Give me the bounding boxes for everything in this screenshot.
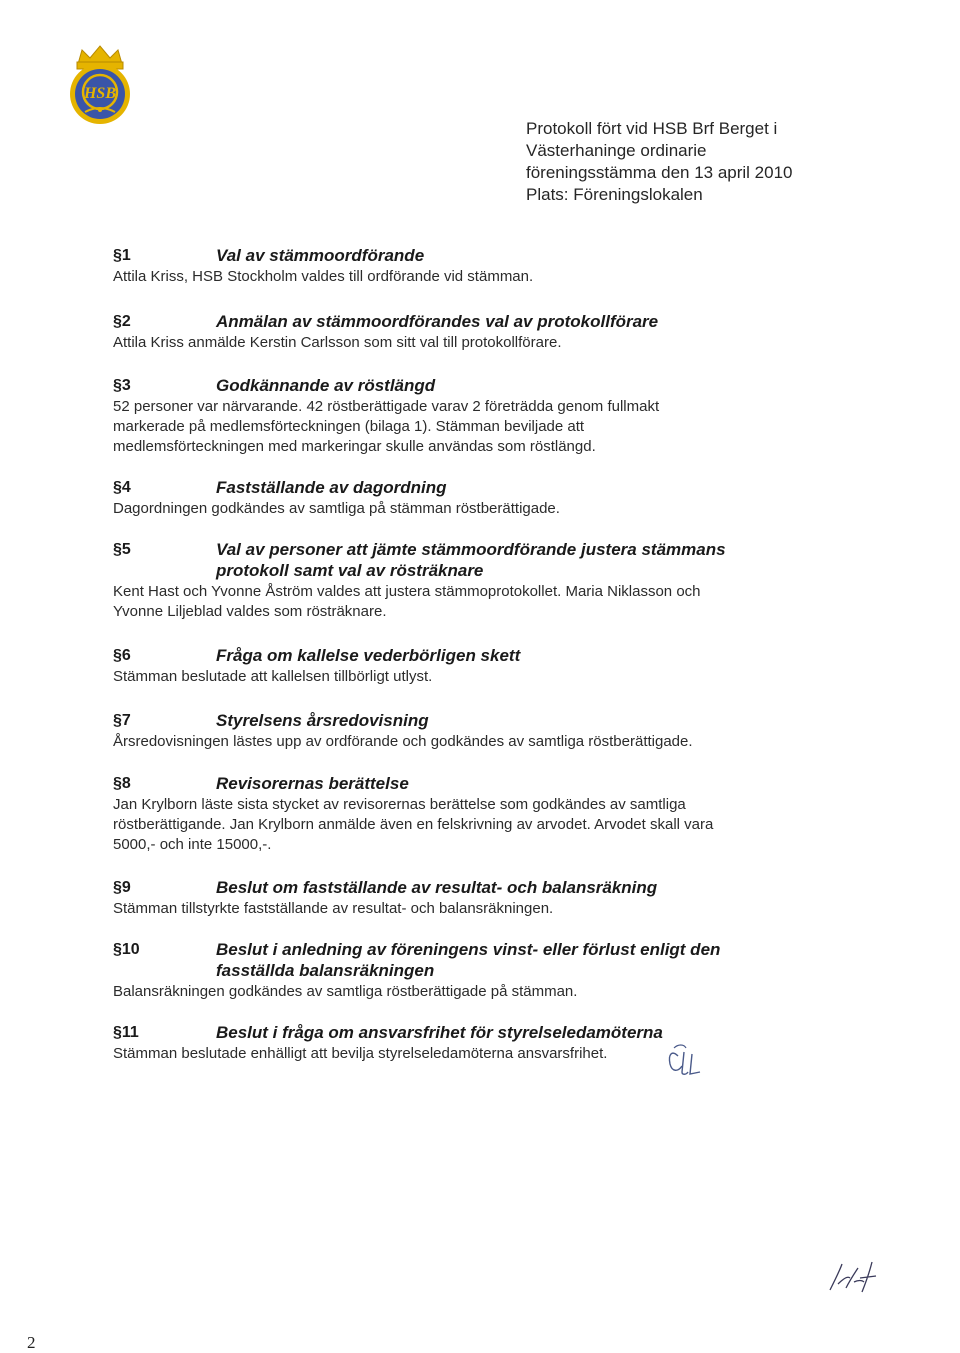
section-title: Val av stämmoordförande — [216, 246, 425, 265]
section-title: Styrelsens årsredovisning — [216, 711, 429, 730]
section-number: §1 — [113, 247, 131, 264]
section-body — [113, 732, 853, 752]
logo-lettering: HSB — [83, 85, 117, 102]
section-title: Fråga om kallelse vederbörligen skett — [216, 646, 521, 665]
section-4 — [113, 477, 853, 519]
section-body — [113, 1044, 853, 1064]
section-3 — [113, 375, 853, 457]
section-title: Fastställande av dagordning — [216, 478, 447, 497]
section-body — [113, 899, 853, 919]
section-9 — [113, 877, 853, 919]
body-line: Balansräkningen godkändes av samtliga röstberättigade på stämman. — [113, 983, 578, 1000]
header-line: Västerhaninge ordinarie — [526, 141, 707, 160]
section-number: §5 — [113, 541, 131, 558]
section-body — [113, 333, 853, 353]
header-line: föreningsstämma den 13 april 2010 — [526, 163, 793, 182]
body-line: 5000,- och inte 15000,-. — [113, 836, 272, 853]
section-number: §4 — [113, 479, 131, 496]
section-title — [216, 539, 836, 583]
section-5 — [113, 539, 853, 622]
section-body — [113, 267, 853, 287]
section-body — [113, 795, 853, 855]
body-line: Kent Hast och Yvonne Åström valdes att justera stämmoprotokollet. Maria Niklasson och — [113, 583, 701, 600]
section-2 — [113, 311, 853, 353]
body-line: Stämman tillstyrkte fastställande av resultat- och balansräkningen. — [113, 900, 554, 917]
section-title: Godkännande av röstlängd — [216, 376, 436, 395]
body-line: Stämman beslutade enhälligt att bevilja styrelseledamöterna ansvarsfrihet. — [113, 1045, 608, 1062]
body-line: 52 personer var närvarande. 42 röstberättigade varav 2 företrädda genom fullmakt — [113, 398, 660, 415]
header-line: Protokoll fört vid HSB Brf Berget i — [526, 119, 778, 138]
section-title: Anmälan av stämmoordförandes val av protokollförare — [216, 312, 659, 331]
body-line: Årsredovisningen lästes upp av ordförande och godkändes av samtliga röstberättigade. — [113, 733, 693, 750]
header-line: Plats: Föreningslokalen — [526, 185, 703, 204]
title-line: fasställda balansräkningen — [216, 961, 435, 980]
section-7 — [113, 710, 853, 752]
section-number: §11 — [113, 1024, 139, 1041]
section-title: Beslut i fråga om ansvarsfrihet för styrelseledamöterna — [216, 1023, 663, 1042]
section-title: Revisorernas berättelse — [216, 774, 409, 793]
section-body — [113, 499, 853, 519]
section-number: §10 — [113, 941, 140, 958]
section-8 — [113, 773, 853, 855]
handwritten-initials — [822, 1258, 882, 1298]
section-title: Beslut om fastställande av resultat- och balansräkning — [216, 878, 658, 897]
hsb-logo — [60, 42, 140, 132]
title-line: Val av personer att jämte stämmoordförande justera stämmans — [216, 540, 726, 559]
section-6 — [113, 645, 853, 687]
body-line: Attila Kriss anmälde Kerstin Carlsson som sitt val till protokollförare. — [113, 334, 562, 351]
protocol-header — [526, 118, 946, 206]
title-line: protokoll samt val av rösträknare — [216, 561, 484, 580]
section-body — [113, 982, 853, 1002]
body-line: Attila Kriss, HSB Stockholm valdes till ordförande vid stämman. — [113, 268, 534, 285]
body-line: Dagordningen godkändes av samtliga på stämman röstberättigade. — [113, 500, 560, 517]
section-10 — [113, 939, 853, 1002]
body-line: röstberättigande. Jan Krylborn anmälde även en felskrivning av arvodet. Arvodet skall vara — [113, 816, 714, 833]
section-number: §9 — [113, 879, 131, 896]
section-number: §7 — [113, 712, 131, 729]
section-body — [113, 667, 853, 687]
section-number: §2 — [113, 313, 131, 330]
section-body — [113, 582, 853, 622]
body-line: medlemsförteckningen med markeringar skulle användas som röstlängd. — [113, 438, 596, 455]
section-number: §6 — [113, 647, 131, 664]
section-number: §8 — [113, 775, 131, 792]
section-number: §3 — [113, 377, 131, 394]
body-line: Jan Krylborn läste sista stycket av revisorernas berättelse som godkändes av samtliga — [113, 796, 686, 813]
handwritten-initials — [648, 1042, 708, 1082]
section-body — [113, 397, 853, 457]
body-line: markerade på medlemsförteckningen (bilaga 1). Stämman beviljade att — [113, 418, 585, 435]
body-line: Stämman beslutade att kallelsen tillbörligt utlyst. — [113, 668, 433, 685]
page-number: 2 — [27, 1333, 36, 1352]
section-1 — [113, 245, 853, 287]
title-line: Beslut i anledning av föreningens vinst- eller förlust enligt den — [216, 940, 721, 959]
body-line: Yvonne Liljeblad valdes som rösträknare. — [113, 603, 387, 620]
section-title — [216, 939, 836, 983]
section-11 — [113, 1022, 853, 1064]
